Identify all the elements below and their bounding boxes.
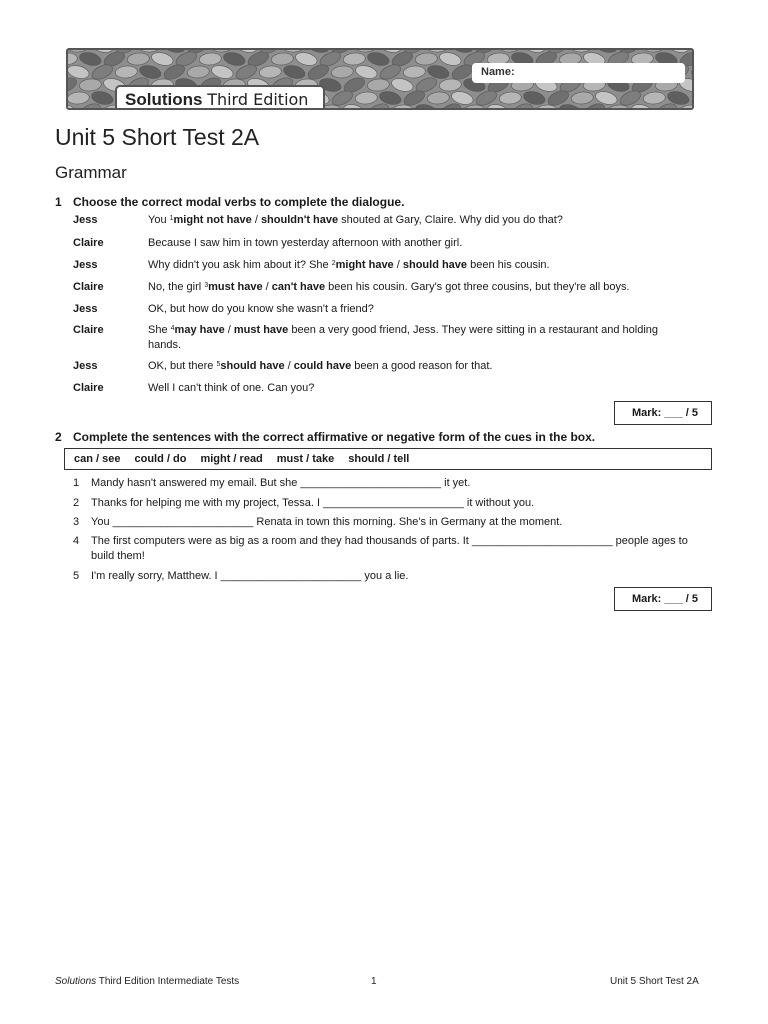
q1-instruction: Choose the correct modal verbs to complete the dialogue. — [73, 195, 405, 209]
footer-left — [55, 976, 239, 987]
cue: might / read — [200, 453, 263, 465]
sentence-number: 4 — [73, 535, 80, 547]
option-2[interactable]: must have — [233, 324, 289, 336]
line-text — [148, 213, 673, 228]
pebble-shape — [199, 52, 222, 66]
text-after: been a good reason for that. — [351, 360, 493, 372]
line-text — [148, 359, 673, 374]
gap-number: 1 — [169, 215, 174, 222]
option-separator: / — [262, 281, 272, 293]
name-field[interactable]: Name: — [472, 63, 685, 83]
cue: must / take — [276, 453, 335, 465]
pebble-shape — [68, 52, 78, 66]
pebble-shape — [438, 50, 462, 67]
option-1[interactable]: must have — [208, 281, 263, 293]
footer-right: Unit 5 Short Test 2A — [610, 976, 699, 987]
sentence-number: 5 — [73, 570, 80, 582]
pebble-shape — [331, 65, 354, 79]
sentence-number: 3 — [73, 516, 80, 528]
q2-number: 2 — [55, 430, 62, 444]
cue-box — [64, 448, 712, 470]
line-text — [148, 258, 673, 273]
q1-heading — [55, 195, 404, 209]
sentence-text[interactable]: The first computers were as big as a room and they had thousands of parts. It _______________________ people ages to build them! — [91, 535, 688, 562]
gap-number: 3 — [204, 282, 209, 289]
footer-series: Third Edition Intermediate Tests — [96, 976, 240, 987]
pebble-shape — [127, 52, 150, 66]
q1-mark: Mark: ___ / 5 — [614, 401, 712, 425]
option-separator: / — [393, 259, 403, 271]
pebble-shape — [150, 50, 174, 67]
speaker: Claire — [73, 382, 104, 394]
pebble-shape — [68, 91, 90, 105]
speaker: Jess — [73, 360, 98, 372]
speaker: Claire — [73, 237, 104, 249]
brand-name: Solutions — [125, 90, 203, 109]
line-text: OK, but how do you know she wasn't a friend? — [148, 303, 374, 315]
pebble-shape — [643, 91, 666, 105]
gap-number: 4 — [170, 325, 175, 332]
pebble-shape — [366, 50, 390, 67]
gap-number: 2 — [331, 260, 336, 267]
q2-instruction: Complete the sentences with the correct affirmative or negative form of the cues in the box. — [73, 430, 596, 444]
line-text — [148, 280, 673, 295]
pebble-shape — [415, 52, 438, 66]
header-banner — [66, 48, 694, 110]
q1-number: 1 — [55, 195, 62, 209]
option-1[interactable]: might have — [335, 259, 394, 271]
sentence-text[interactable]: You _______________________ Renata in town this morning. She's in Germany at the moment. — [91, 516, 563, 528]
text-after: been his cousin. — [467, 259, 550, 271]
pebble-shape — [78, 50, 102, 67]
gap-number: 5 — [216, 361, 221, 368]
cue: should / tell — [348, 453, 410, 465]
option-2[interactable]: could have — [293, 360, 352, 372]
cue: could / do — [134, 453, 187, 465]
option-separator: / — [284, 360, 294, 372]
option-2[interactable]: shouldn't have — [260, 214, 339, 226]
option-2[interactable]: can't have — [271, 281, 326, 293]
section-title: Grammar — [55, 163, 127, 182]
option-separator: / — [224, 324, 234, 336]
pebble-shape — [439, 78, 462, 92]
text-before: She — [148, 324, 171, 336]
pebble-shape — [259, 65, 282, 79]
pebble-shape — [427, 91, 450, 105]
text-before: OK, but there — [148, 360, 217, 372]
option-1[interactable]: may have — [174, 324, 225, 336]
pebble-shape — [294, 50, 318, 67]
cue: can / see — [74, 453, 121, 465]
pebble-shape — [499, 91, 522, 105]
speaker: Jess — [73, 303, 98, 315]
pebble-shape — [343, 52, 366, 66]
option-2[interactable]: should have — [402, 259, 468, 271]
pebble-shape — [679, 104, 694, 110]
pebble-shape — [115, 65, 138, 79]
q2-mark: Mark: ___ / 5 — [614, 587, 712, 611]
pebble-shape — [355, 91, 378, 105]
q2-heading — [55, 430, 595, 444]
brand-edition: Third Edition — [207, 90, 309, 109]
text-after: been a very good friend, Jess. They were sitting in a restaurant and holding hands. — [148, 324, 659, 351]
sentence-text[interactable]: I'm really sorry, Matthew. I _______________________ you a lie. — [91, 570, 409, 582]
option-1[interactable]: should have — [220, 360, 285, 372]
page-number: 1 — [371, 976, 377, 987]
line-text — [148, 323, 673, 353]
pebble-shape — [271, 52, 294, 66]
line-text: Because I saw him in town yesterday afternoon with another girl. — [148, 237, 463, 249]
option-1[interactable]: might not have — [173, 214, 252, 226]
speaker: Jess — [73, 259, 98, 271]
option-separator: / — [251, 214, 261, 226]
sentence-text[interactable]: Mandy hasn't answered my email. But she _______________________ it yet. — [91, 477, 471, 489]
text-after: been his cousin. Gary's got three cousins, but they're all boys. — [325, 281, 630, 293]
sentence-number: 1 — [73, 477, 80, 489]
text-before: Why didn't you ask him about it? She — [148, 259, 332, 271]
text-before: You — [148, 214, 170, 226]
speaker: Claire — [73, 281, 104, 293]
page-title: Unit 5 Short Test 2A — [55, 124, 260, 150]
text-after: shouted at Gary, Claire. Why did you do that? — [338, 214, 563, 226]
pebble-shape — [367, 78, 390, 92]
pebble-shape — [571, 91, 594, 105]
line-text: Well I can't think of one. Can you? — [148, 382, 315, 394]
pebble-shape — [390, 76, 414, 93]
pebble-shape — [403, 65, 426, 79]
brand-logo — [115, 85, 325, 110]
text-before: No, the girl — [148, 281, 205, 293]
pebble-shape — [79, 78, 102, 92]
pebble-shape — [222, 50, 246, 67]
pebble-shape — [691, 65, 694, 79]
sentence-text[interactable]: Thanks for helping me with my project, Tessa. I _______________________ it without you. — [91, 497, 535, 509]
footer-brand: Solutions — [55, 976, 97, 987]
pebble-shape — [187, 65, 210, 79]
speaker: Claire — [73, 324, 104, 336]
sentence-number: 2 — [73, 497, 80, 509]
speaker: Jess — [73, 214, 98, 226]
